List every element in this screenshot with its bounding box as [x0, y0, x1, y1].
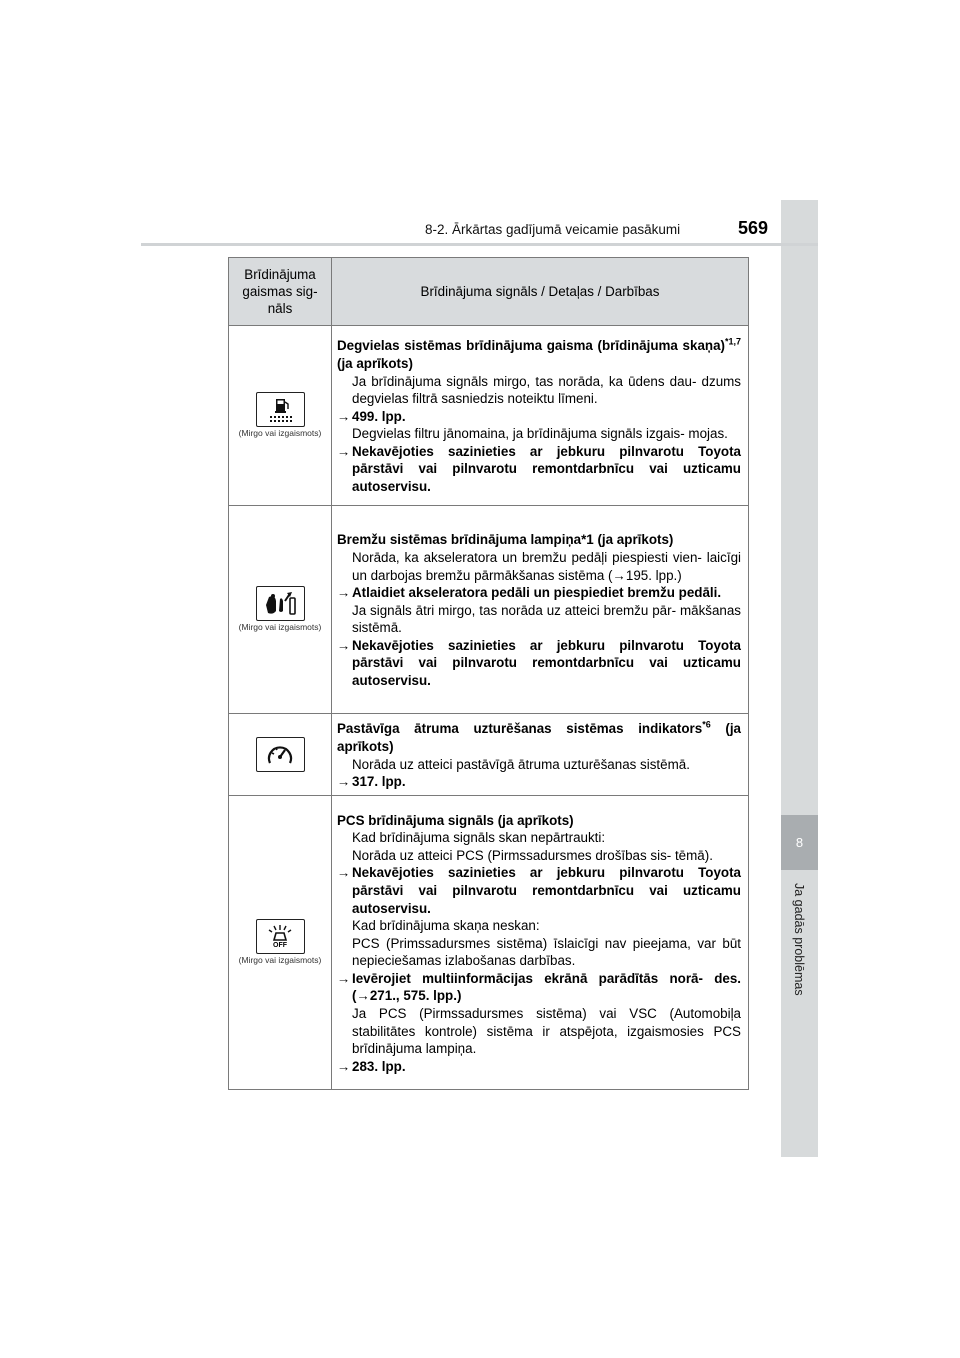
icon-cell	[229, 796, 332, 1090]
row-text: Norāda uz atteici PCS (Pirmssadursmes drošības sis- tēmā).	[352, 847, 713, 863]
icon-note: (Mirgo vai izgaismots)	[238, 622, 322, 633]
row-text: Ja PCS (Pirmssadursmes sistēma) vai VSC (Automobiļa stabilitātes kontrole) sistēma ir atspējota, izgaismosies PCS brīdinājuma lampiņa.	[352, 1006, 741, 1057]
action-text: → Ievērojiet multiinformācijas ekrānā parādītās norā- des. (→271., 575. lpp.)	[337, 970, 741, 1004]
column-header-signal: Brīdinājuma gaismas sig- nāls	[229, 258, 332, 326]
pcs-off-label: OFF	[273, 941, 287, 949]
pcs-off-icon	[256, 919, 305, 954]
header-rule	[141, 243, 818, 246]
chapter-label: Ja gadās problēmas	[792, 883, 806, 996]
table-row	[229, 506, 749, 714]
page-number: 569	[738, 218, 769, 238]
action-text: → Nekavējoties sazinieties ar jebkuru pilnvarotu Toyota pārstāvi vai pilnvarotu remontdarbnīcu vai uzticamu autoservisu.	[337, 637, 741, 689]
table-header-row	[229, 258, 749, 326]
details-cell	[332, 506, 749, 714]
cruise-control-icon	[256, 737, 305, 772]
icon-note: (Mirgo vai izgaismots)	[238, 955, 322, 966]
row-text: Kad brīdinājuma signāls skan nepārtraukti:	[352, 830, 606, 846]
row-title: Degvielas sistēmas brīdinājuma gaisma (brīdinājuma skaņa)$^{*1,7}$ (ja aprīkots)	[337, 336, 741, 371]
icon-note: (Mirgo vai izgaismots)	[238, 428, 322, 439]
table-row	[229, 326, 749, 506]
icon-cell	[229, 506, 332, 714]
action-text: → Nekavējoties sazinieties ar jebkuru pilnvarotu Toyota pārstāvi vai pilnvarotu remontdarbnīcu vai uzticamu autoservisu.	[337, 865, 741, 916]
chapter-tab: 8	[781, 815, 818, 870]
row-title: Pastāvīga ātruma uzturēšanas sistēmas indikators$^{*6}$ (ja aprīkots)	[337, 719, 741, 754]
page-reference: → 317. lpp.	[337, 774, 406, 790]
fuel-filter-warning-icon	[256, 392, 305, 427]
table-row	[229, 714, 749, 796]
details-cell	[332, 796, 749, 1090]
row-text: Ja signāls ātri mirgo, tas norāda uz atteici bremžu pār- mākšanas sistēmā.	[352, 602, 741, 636]
row-text: Degvielas filtru jānomaina, ja brīdinājuma signāls izgais- mojas.	[352, 426, 728, 442]
icon-cell	[229, 714, 332, 796]
details-cell	[332, 326, 749, 506]
brake-override-icon	[256, 586, 305, 621]
row-text: PCS (Primssadursmes sistēma) īslaicīgi nav pieejama, var būt nepieciešamas izlabošanas darbības.	[352, 935, 741, 969]
warning-table	[228, 257, 749, 1090]
row-title: PCS brīdinājuma signāls (ja aprīkots)	[337, 812, 574, 828]
action-text: → Nekavējoties sazinieties ar jebkuru pilnvarotu Toyota pārstāvi vai pilnvarotu remontdarbnīcu vai uzticamu autoservisu.	[337, 443, 741, 495]
row-text: Kad brīdinājuma skaņa neskan:	[352, 918, 540, 934]
page-reference: → 283. lpp.	[337, 1058, 406, 1074]
row-title: Bremžu sistēmas brīdinājuma lampiņa*1 (ja aprīkots)	[337, 532, 674, 548]
row-text: Norāda, ka akseleratora un bremžu pedāļi piespiesti vien- laicīgi un darbojas bremžu pārmākšanas sistēma (→195. lpp.)	[352, 549, 741, 583]
table-row	[229, 796, 749, 1090]
column-header-details: Brīdinājuma signāls / Detaļas / Darbības	[332, 258, 749, 326]
page-reference: → 499. lpp.	[337, 408, 406, 424]
details-cell	[332, 714, 749, 796]
section-title: 8-2. Ārkārtas gadījumā veicamie pasākumi	[425, 222, 681, 237]
row-text: Norāda uz atteici pastāvīgā ātruma uzturēšanas sistēmā.	[352, 756, 690, 772]
action-text: → Atlaidiet akseleratora pedāli un piespiediet bremžu pedāli.	[337, 585, 722, 601]
row-text: Ja brīdinājuma signāls mirgo, tas norāda, ka ūdens dau- dzums degvielas filtrā sasniedzis noteiktu līmeni.	[352, 373, 741, 407]
icon-cell	[229, 326, 332, 506]
